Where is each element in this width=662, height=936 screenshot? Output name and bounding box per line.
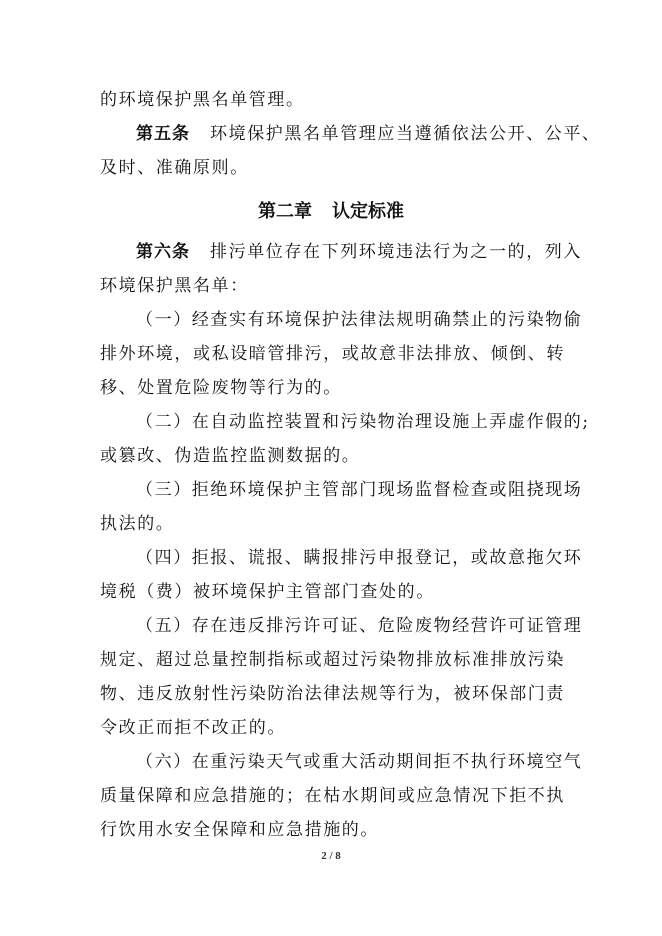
item-3-line: （三）拒绝环境保护主管部门现场监督检查或阻挠现场: [136, 480, 583, 500]
item-5-line: 规定、超过总量控制指标或超过污染物排放标准排放污染: [100, 650, 565, 670]
item-5-line: 令改正而拒不改正的。: [100, 718, 286, 738]
item-6-line: （六）在重污染天气或重大活动期间拒不执行环境空气: [136, 752, 583, 772]
article-5-label: 第五条: [136, 124, 190, 144]
item-6-line: 行饮用水安全保障和应急措施的。: [100, 820, 379, 840]
article-5-line-2: 及时、准确原则。: [100, 158, 249, 178]
article-6-line-2: 环境保护黑名单：: [100, 276, 249, 296]
article-5-text: 环境保护黑名单管理应当遵循依法公开、公平、: [210, 124, 601, 144]
item-5-line: 物、违反放射性污染防治法律法规等行为，被环保部门责: [100, 684, 565, 704]
item-2-line: 或篡改、伪造监控监测数据的。: [100, 446, 361, 466]
article-6-line-1: [136, 240, 582, 264]
item-3-line: 执法的。: [100, 514, 175, 534]
article-6-label: 第六条: [136, 242, 190, 262]
item-1-line: 排外环境，或私设暗管排污，或故意非法排放、倾倒、转: [100, 344, 565, 364]
item-4-line: （四）拒报、谎报、瞒报排污申报登记，或故意拖欠环: [136, 548, 583, 568]
article-5-line-1: [136, 122, 601, 146]
item-5-line: （五）存在违反排污许可证、危险废物经营许可证管理: [136, 616, 583, 636]
item-6-line: 质量保障和应急措施的；在枯水期间或应急情况下拒不执: [100, 786, 565, 806]
page-number: 2 / 8: [321, 850, 341, 862]
chapter-number: 第二章: [258, 201, 312, 222]
item-2-line: （二）在自动监控装置和污染物治理设施上弄虚作假的;: [136, 412, 590, 432]
item-1-line: 移、处置危险废物等行为的。: [100, 378, 342, 398]
item-1-line: （一）经查实有环境保护法律法规明确禁止的污染物偷: [136, 310, 583, 330]
paragraph-line: 的环境保护黑名单管理。: [100, 90, 305, 110]
chapter-title: 认定标准: [332, 201, 404, 222]
article-6-text: 排污单位存在下列环境违法行为之一的，列入: [210, 242, 582, 262]
item-4-line: 境税（费）被环境保护主管部门查处的。: [100, 582, 435, 602]
chapter-heading: [0, 200, 662, 224]
